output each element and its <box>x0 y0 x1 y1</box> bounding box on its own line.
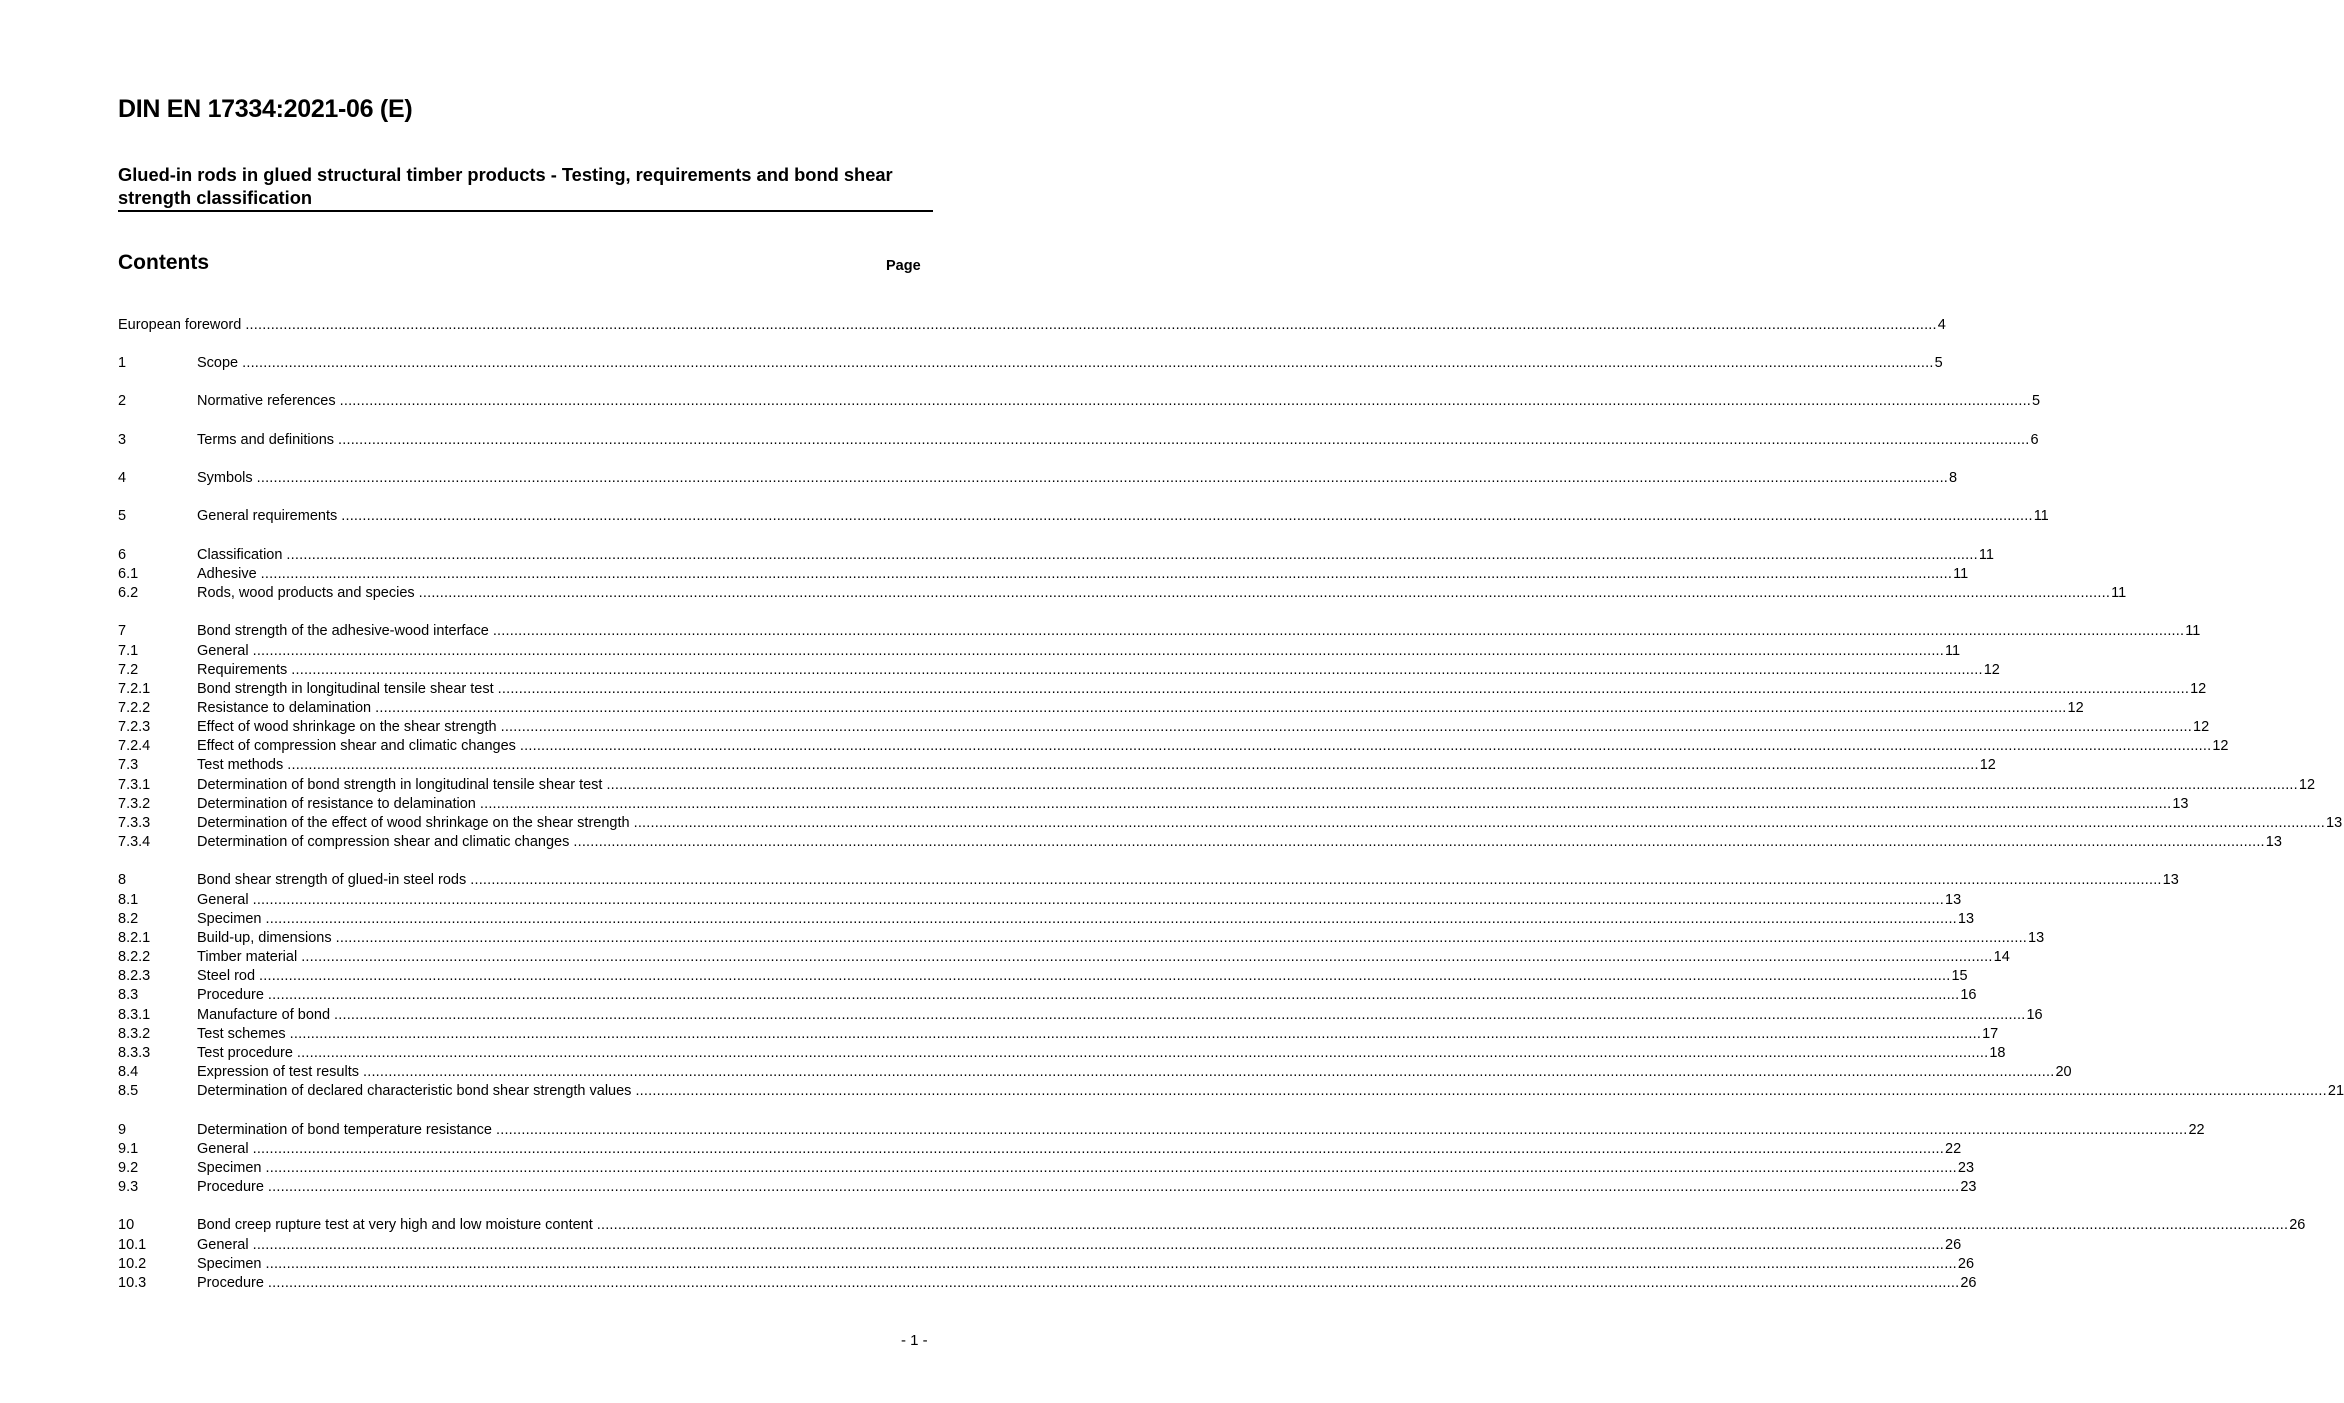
toc-entry-line <box>197 392 2041 411</box>
toc-entry-number: 8.2 <box>118 911 139 927</box>
toc-dot-leader: ................................................................................................................................................................................................................................................................................................................................................................................................................ <box>265 1256 1957 1272</box>
contents-heading: Contents <box>118 251 209 274</box>
toc-entry-page: 12 <box>1979 757 1996 773</box>
toc-entry-number: 7.2.1 <box>118 681 151 697</box>
toc-entry-title: Adhesive <box>197 565 261 584</box>
toc-dot-leader: ................................................................................................................................................................................................................................................................................................................................................................................................................ <box>497 681 2190 697</box>
toc-entry[interactable] <box>118 1216 2306 1235</box>
toc-entry-page: 11 <box>1945 643 1961 659</box>
toc-entry[interactable] <box>118 507 2049 526</box>
toc-entry[interactable] <box>118 929 2045 948</box>
toc-entry-number: 7.2.3 <box>118 719 151 735</box>
toc-entry-title: Determination of bond strength in longitudinal tensile shear test <box>197 776 606 795</box>
toc-entry-number: 7.3.4 <box>118 834 151 850</box>
toc-dot-leader: ................................................................................................................................................................................................................................................................................................................................................................................................................ <box>256 470 1949 486</box>
toc-entry-page: 23 <box>1960 1179 1977 1195</box>
toc-entry[interactable] <box>118 469 1958 488</box>
toc-entry[interactable] <box>118 1274 1977 1293</box>
toc-entry-page: 12 <box>2067 700 2084 716</box>
toc-entry-page: 11 <box>1978 547 1994 563</box>
toc-dot-leader: ................................................................................................................................................................................................................................................................................................................................................................................................................ <box>296 1045 1989 1061</box>
toc-entry-number: 10.2 <box>118 1256 147 1272</box>
toc-entry-number: 7.3.1 <box>118 777 151 793</box>
toc-entry[interactable] <box>118 392 2041 411</box>
toc-entry-number: 2 <box>118 393 127 409</box>
toc-entry-title: General <box>197 891 253 910</box>
toc-entry-line <box>197 891 1962 910</box>
toc-entry-line <box>197 929 2045 948</box>
toc-entry-line <box>197 795 2189 814</box>
toc-entry-title: Determination of the effect of wood shrinkage on the shear strength <box>197 814 634 833</box>
page-number: - 1 - <box>901 1332 928 1349</box>
toc-entry-page: 13 <box>2162 872 2179 888</box>
toc-dot-leader: ................................................................................................................................................................................................................................................................................................................................................................................................................ <box>363 1064 2055 1080</box>
toc-entry-number: 8.5 <box>118 1083 139 1099</box>
toc-entry-page: 26 <box>1945 1237 1962 1253</box>
toc-entry[interactable] <box>118 431 2039 450</box>
toc-entry-title: Scope <box>197 354 242 373</box>
toc-dot-leader: ................................................................................................................................................................................................................................................................................................................................................................................................................ <box>375 700 2067 716</box>
toc-entry-title: Bond shear strength of glued-in steel rods <box>197 871 470 890</box>
toc-dot-leader: ................................................................................................................................................................................................................................................................................................................................................................................................................ <box>252 1237 1945 1253</box>
toc-entry[interactable] <box>118 1006 2043 1025</box>
toc-entry-number: 7.3 <box>118 757 139 773</box>
toc-entry-title: Classification <box>197 546 286 565</box>
toc-entry-number: 8.1 <box>118 892 139 908</box>
toc-dot-leader: ................................................................................................................................................................................................................................................................................................................................................................................................................ <box>334 1007 2026 1023</box>
toc-entry-title: General <box>197 642 253 661</box>
toc-entry-line <box>118 316 1946 335</box>
toc-entry[interactable] <box>118 718 2210 737</box>
toc-dot-leader: ................................................................................................................................................................................................................................................................................................................................................................................................................ <box>286 547 1978 563</box>
toc-entry-page: 14 <box>1993 949 2010 965</box>
toc-entry[interactable] <box>118 1255 1975 1274</box>
toc-entry-line <box>197 565 1969 584</box>
toc-entry-page: 11 <box>2185 623 2201 639</box>
toc-entry[interactable] <box>118 642 1961 661</box>
toc-entry-line <box>197 354 1943 373</box>
toc-entry-title: Effect of wood shrinkage on the shear strength <box>197 718 501 737</box>
toc-entry-number: 8.2.1 <box>118 930 151 946</box>
toc-entry-number: 8 <box>118 872 127 888</box>
toc-entry[interactable] <box>118 1178 1977 1197</box>
toc-dot-leader: ................................................................................................................................................................................................................................................................................................................................................................................................................ <box>596 1217 2289 1233</box>
toc-entry-page: 13 <box>1945 892 1962 908</box>
toc-entry-line <box>197 967 1968 986</box>
toc-dot-leader: ................................................................................................................................................................................................................................................................................................................................................................................................................ <box>418 585 2111 601</box>
toc-entry[interactable] <box>118 737 2229 756</box>
toc-entry-line <box>197 431 2039 450</box>
toc-entry-line <box>197 1236 1962 1255</box>
toc-entry-line <box>197 1178 1977 1197</box>
toc-entry-number: 7.2 <box>118 662 139 678</box>
toc-entry[interactable] <box>118 565 1969 584</box>
toc-entry-line <box>197 680 2207 699</box>
toc-entry-title: Steel rod <box>197 967 259 986</box>
toc-entry-title: Resistance to delamination <box>197 699 375 718</box>
toc-entry[interactable] <box>118 1063 2072 1082</box>
toc-entry-page: 12 <box>1983 662 2000 678</box>
toc-dot-leader: ................................................................................................................................................................................................................................................................................................................................................................................................................ <box>338 432 2030 448</box>
toc-entry-page: 18 <box>1989 1045 2006 1061</box>
toc-entry-line <box>197 718 2210 737</box>
toc-entry[interactable] <box>118 756 1996 775</box>
toc-entry[interactable] <box>118 948 2010 967</box>
toc-entry-number: 5 <box>118 508 127 524</box>
toc-entry-line <box>197 1274 1977 1293</box>
toc-entry[interactable] <box>118 622 2201 641</box>
toc-entry-line <box>197 1255 1975 1274</box>
toc-entry-page: 13 <box>2265 834 2282 850</box>
toc-entry-number: 6.1 <box>118 566 139 582</box>
toc-entry-number: 8.3 <box>118 987 139 1003</box>
toc-dot-leader: ................................................................................................................................................................................................................................................................................................................................................................................................................ <box>267 1179 1960 1195</box>
toc-entry-page: 22 <box>1945 1141 1962 1157</box>
toc-dot-leader: ................................................................................................................................................................................................................................................................................................................................................................................................................ <box>519 738 2212 754</box>
title-divider <box>118 210 933 212</box>
toc-entry-line <box>197 1082 2344 1101</box>
toc-entry-line <box>197 814 2343 833</box>
toc-entry-line <box>197 1006 2043 1025</box>
toc-dot-leader: ................................................................................................................................................................................................................................................................................................................................................................................................................ <box>633 815 2326 831</box>
toc-entry-page: 11 <box>2111 585 2127 601</box>
toc-dot-leader: ................................................................................................................................................................................................................................................................................................................................................................................................................ <box>479 796 2172 812</box>
toc-entry[interactable] <box>118 546 1994 565</box>
toc-entry-line <box>197 546 1994 565</box>
toc-entry-number: 8.2.3 <box>118 968 151 984</box>
toc-entry-line <box>197 622 2201 641</box>
toc-entry-line <box>197 699 2084 718</box>
toc-entry-line <box>197 661 2000 680</box>
toc-entry-title: Timber material <box>197 948 301 967</box>
toc-entry[interactable] <box>118 891 1962 910</box>
toc-entry[interactable] <box>118 814 2343 833</box>
page-column-heading: Page <box>886 258 921 274</box>
toc-dot-leader: ................................................................................................................................................................................................................................................................................................................................................................................................................ <box>245 317 1937 333</box>
toc-entry-title: Determination of resistance to delamination <box>197 795 480 814</box>
toc-entry-number: 7.3.2 <box>118 796 151 812</box>
toc-dot-leader: ................................................................................................................................................................................................................................................................................................................................................................................................................ <box>260 566 1953 582</box>
toc-entry-page: 12 <box>2212 738 2229 754</box>
toc-entry-line <box>197 986 1977 1005</box>
toc-dot-leader: ................................................................................................................................................................................................................................................................................................................................................................................................................ <box>265 1160 1957 1176</box>
toc-entry-number: 8.3.3 <box>118 1045 151 1061</box>
toc-entry[interactable] <box>118 910 1975 929</box>
toc-entry-title: Procedure <box>197 1178 268 1197</box>
toc-entry-number: 7 <box>118 623 127 639</box>
toc-entry-page: 26 <box>1957 1256 1975 1272</box>
toc-entry-line <box>197 507 2049 526</box>
toc-entry[interactable] <box>118 1140 1962 1159</box>
toc-entry-page: 8 <box>1949 470 1958 486</box>
toc-entry-title: Symbols <box>197 469 257 488</box>
toc-entry-number: 1 <box>118 355 127 371</box>
toc-dot-leader: ................................................................................................................................................................................................................................................................................................................................................................................................................ <box>259 968 1951 984</box>
toc-entry-title: Bond creep rupture test at very high and low moisture content <box>197 1216 597 1235</box>
toc-entry-page: 21 <box>2327 1083 2344 1099</box>
document-title: Glued-in rods in glued structural timber products - Testing, requirements and bond shear strength classification <box>118 164 893 208</box>
toc-entry-line <box>197 756 1996 775</box>
toc-entry-line <box>197 1159 1975 1178</box>
toc-dot-leader: ................................................................................................................................................................................................................................................................................................................................................................................................................ <box>252 643 1945 659</box>
document-id: DIN EN 17334:2021-06 (E) <box>118 95 413 123</box>
toc-entry-line <box>197 1025 1999 1044</box>
toc-dot-leader: ................................................................................................................................................................................................................................................................................................................................................................................................................ <box>573 834 2265 850</box>
toc-entry-title: Specimen <box>197 1159 265 1178</box>
toc-entry[interactable] <box>118 1044 2006 1063</box>
toc-entry-page: 26 <box>2289 1217 2306 1233</box>
toc-entry-page: 16 <box>1960 987 1977 1003</box>
toc-entry-title: Effect of compression shear and climatic changes <box>197 737 520 756</box>
toc-entry-page: 23 <box>1957 1160 1975 1176</box>
toc-entry-number: 8.3.1 <box>118 1007 151 1023</box>
toc-entry-number: 9.3 <box>118 1179 139 1195</box>
toc-entry-title: Requirements <box>197 661 291 680</box>
toc-entry-line <box>197 1063 2072 1082</box>
toc-entry-number: 10.3 <box>118 1275 147 1291</box>
toc-entry[interactable] <box>118 1121 2205 1140</box>
toc-entry-title: Determination of bond temperature resistance <box>197 1121 496 1140</box>
toc-dot-leader: ................................................................................................................................................................................................................................................................................................................................................................................................................ <box>301 949 1993 965</box>
toc-entry-title: Test procedure <box>197 1044 297 1063</box>
toc-entry-title: Manufacture of bond <box>197 1006 334 1025</box>
toc-dot-leader: ................................................................................................................................................................................................................................................................................................................................................................................................................ <box>252 892 1945 908</box>
toc-entry-line <box>197 1044 2006 1063</box>
toc-entry-line <box>197 833 2282 852</box>
toc-entry-page: 17 <box>1982 1026 1999 1042</box>
toc-entry-number: 3 <box>118 432 127 448</box>
toc-entry[interactable] <box>118 1025 1999 1044</box>
toc-entry[interactable] <box>118 1159 1975 1178</box>
toc-dot-leader: ................................................................................................................................................................................................................................................................................................................................................................................................................ <box>267 1275 1960 1291</box>
toc-entry-page: 5 <box>1934 355 1943 371</box>
toc-entry-page: 13 <box>1957 911 1975 927</box>
toc-entry[interactable] <box>118 354 1943 373</box>
toc-entry[interactable] <box>118 316 1946 335</box>
toc-entry[interactable] <box>118 795 2189 814</box>
toc-dot-leader: ................................................................................................................................................................................................................................................................................................................................................................................................................ <box>606 777 2298 793</box>
toc-entry-title: Bond strength in longitudinal tensile shear test <box>197 680 498 699</box>
toc-entry-number: 4 <box>118 470 127 486</box>
toc-dot-leader: ................................................................................................................................................................................................................................................................................................................................................................................................................ <box>287 757 1979 773</box>
toc-entry-line <box>197 948 2010 967</box>
toc-dot-leader: ................................................................................................................................................................................................................................................................................................................................................................................................................ <box>492 623 2185 639</box>
toc-entry-number: 10 <box>118 1217 135 1233</box>
toc-entry-page: 6 <box>2030 432 2039 448</box>
toc-entry-page: 11 <box>1953 566 1969 582</box>
toc-dot-leader: ................................................................................................................................................................................................................................................................................................................................................................................................................ <box>267 987 1960 1003</box>
toc-dot-leader: ................................................................................................................................................................................................................................................................................................................................................................................................................ <box>291 662 1983 678</box>
toc-entry-title: Build-up, dimensions <box>197 929 336 948</box>
toc-entry[interactable] <box>118 871 2179 890</box>
toc-entry-page: 22 <box>2188 1122 2205 1138</box>
toc-entry-title: European foreword <box>118 316 245 335</box>
toc-entry-title: Procedure <box>197 986 268 1005</box>
toc-entry-number: 7.3.3 <box>118 815 151 831</box>
toc-entry-line <box>197 469 1958 488</box>
toc-entry-title: General requirements <box>197 507 341 526</box>
toc-entry-page: 16 <box>2026 1007 2043 1023</box>
toc-entry-number: 9.1 <box>118 1141 139 1157</box>
toc-entry-page: 26 <box>1960 1275 1977 1291</box>
toc-entry-title: Rods, wood products and species <box>197 584 419 603</box>
toc-dot-leader: ................................................................................................................................................................................................................................................................................................................................................................................................................ <box>252 1141 1945 1157</box>
toc-entry-number: 6.2 <box>118 585 139 601</box>
toc-entry-number: 8.4 <box>118 1064 139 1080</box>
toc-entry[interactable] <box>118 680 2207 699</box>
toc-dot-leader: ................................................................................................................................................................................................................................................................................................................................................................................................................ <box>496 1122 2188 1138</box>
toc-dot-leader: ................................................................................................................................................................................................................................................................................................................................................................................................................ <box>242 355 1934 371</box>
toc-entry-page: 12 <box>2298 777 2316 793</box>
toc-entry[interactable] <box>118 833 2282 852</box>
toc-dot-leader: ................................................................................................................................................................................................................................................................................................................................................................................................................ <box>635 1083 2327 1099</box>
toc-entry-title: Specimen <box>197 1255 265 1274</box>
toc-entry-title: Procedure <box>197 1274 268 1293</box>
toc-entry-title: Test methods <box>197 756 287 775</box>
toc-entry-page: 12 <box>2193 719 2210 735</box>
toc-entry-number: 7.1 <box>118 643 139 659</box>
toc-dot-leader: ................................................................................................................................................................................................................................................................................................................................................................................................................ <box>289 1026 1982 1042</box>
toc-dot-leader: ................................................................................................................................................................................................................................................................................................................................................................................................................ <box>335 930 2028 946</box>
toc-entry[interactable] <box>118 986 1977 1005</box>
toc-entry-number: 7.2.2 <box>118 700 151 716</box>
toc-entry-line <box>197 642 1961 661</box>
toc-entry-title: Determination of compression shear and climatic changes <box>197 833 573 852</box>
toc-entry-page: 12 <box>2190 681 2207 697</box>
toc-entry-number: 7.2.4 <box>118 738 151 754</box>
toc-entry-line <box>197 871 2179 890</box>
toc-entry-page: 13 <box>2028 930 2045 946</box>
toc-entry-page: 4 <box>1937 317 1946 333</box>
toc-entry-number: 8.2.2 <box>118 949 151 965</box>
toc-entry-line <box>197 1140 1962 1159</box>
toc-entry-number: 9 <box>118 1122 127 1138</box>
toc-entry-page: 13 <box>2326 815 2343 831</box>
toc-entry-title: Bond strength of the adhesive-wood interface <box>197 622 493 641</box>
toc-entry-number: 6 <box>118 547 127 563</box>
toc-entry[interactable] <box>118 776 2316 795</box>
toc-entry-title: Expression of test results <box>197 1063 363 1082</box>
toc-entry-page: 20 <box>2055 1064 2072 1080</box>
toc-dot-leader: ................................................................................................................................................................................................................................................................................................................................................................................................................ <box>500 719 2193 735</box>
toc-dot-leader: ................................................................................................................................................................................................................................................................................................................................................................................................................ <box>265 911 1957 927</box>
toc-entry-number: 9.2 <box>118 1160 139 1176</box>
toc-entry-line <box>197 737 2229 756</box>
toc-entry-line <box>197 1216 2306 1235</box>
toc-entry-number: 8.3.2 <box>118 1026 151 1042</box>
toc-entry-line <box>197 910 1975 929</box>
toc-entry-page: 5 <box>2032 393 2041 409</box>
toc-entry-title: General <box>197 1236 253 1255</box>
toc-entry-title: Test schemes <box>197 1025 290 1044</box>
toc-entry-page: 13 <box>2172 796 2189 812</box>
toc-entry-page: 11 <box>2033 508 2049 524</box>
toc-entry-title: General <box>197 1140 253 1159</box>
toc-entry-number: 10.1 <box>118 1237 147 1253</box>
toc-entry-line <box>197 584 2127 603</box>
toc-dot-leader: ................................................................................................................................................................................................................................................................................................................................................................................................................ <box>339 393 2032 409</box>
toc-entry[interactable] <box>118 584 2127 603</box>
toc-entry[interactable] <box>118 1236 1962 1255</box>
toc-entry-title: Terms and definitions <box>197 431 338 450</box>
toc-dot-leader: ................................................................................................................................................................................................................................................................................................................................................................................................................ <box>341 508 2033 524</box>
toc-entry[interactable] <box>118 699 2084 718</box>
toc-entry[interactable] <box>118 967 1968 986</box>
toc-entry-title: Determination of declared characteristic bond shear strength values <box>197 1082 635 1101</box>
toc-entry[interactable] <box>118 661 2000 680</box>
toc-dot-leader: ................................................................................................................................................................................................................................................................................................................................................................................................................ <box>470 872 2162 888</box>
toc-entry-line <box>197 1121 2205 1140</box>
toc-entry-line <box>197 776 2316 795</box>
toc-entry[interactable] <box>118 1082 2344 1101</box>
toc-entry-title: Normative references <box>197 392 340 411</box>
toc-entry-title: Specimen <box>197 910 265 929</box>
toc-entry-page: 15 <box>1951 968 1968 984</box>
